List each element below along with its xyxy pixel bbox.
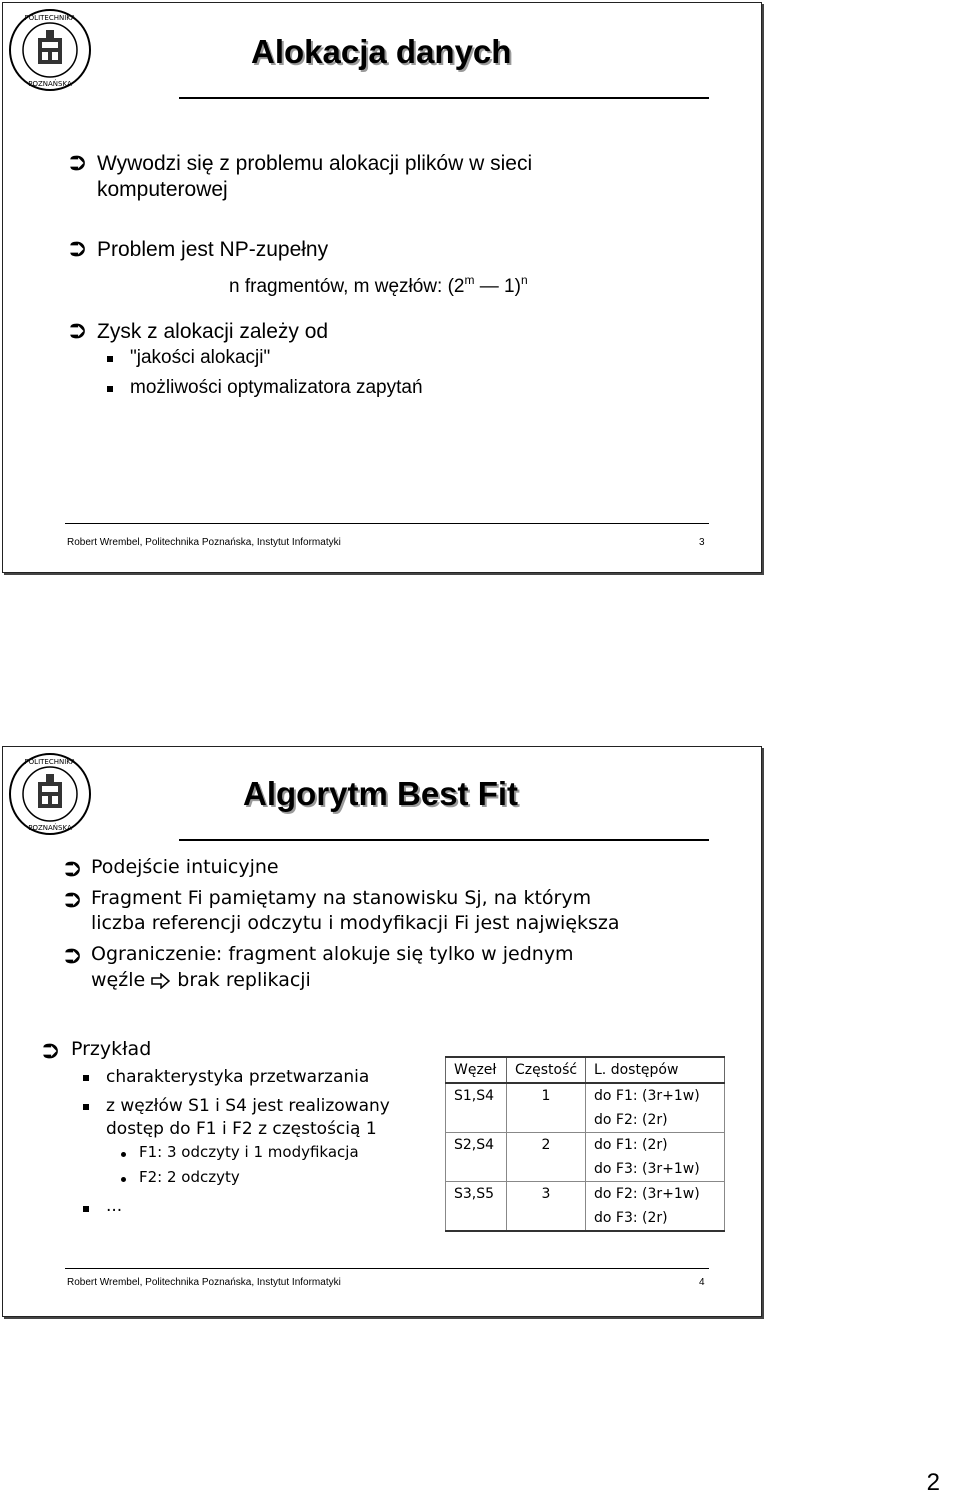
university-logo-icon [8,752,92,836]
title-divider [179,97,709,99]
access-cell: do F1: (3r+1w) [586,1083,725,1108]
bullet-arrow-icon: ⮊ [70,153,86,175]
bullet-arrow-icon: ⮊ [43,1039,59,1063]
example-label: Przykład [71,1038,152,1060]
frequency-cell: 1 [507,1083,586,1108]
bullet-arrow-icon: ⮊ [65,944,81,968]
access-cell: do F2: (3r+1w) [586,1182,725,1207]
node-cell: S3,S5 [446,1182,507,1207]
university-logo-icon [8,8,92,92]
bullet-text: Wywodzi się z problemu alokacji plików w sieci [97,152,533,175]
title-divider [179,839,709,841]
bullet-text: Fragment Fi pamiętamy na stanowisku Sj, na którym [91,887,592,909]
table-row [446,1206,725,1231]
access-cell: do F3: (3r+1w) [586,1157,725,1182]
node-cell: S2,S4 [446,1133,507,1158]
bullet-arrow-icon: ⮊ [65,857,81,881]
slide-3 [2,2,762,573]
table-row [446,1182,725,1207]
square-bullet-icon [83,1104,89,1110]
bullet-text: komputerowej [97,178,228,201]
square-bullet-icon [83,1206,89,1212]
column-header: L. dostępów [586,1057,725,1083]
footer-divider [65,523,709,524]
slide-title: Alokacja danych [251,33,512,70]
sub-bullet-text: "jakości alokacji" [130,347,271,368]
sub-bullet-text: charakterystyka przetwarzania [106,1067,370,1087]
bullet-text: Podejście intuicyjne [91,856,279,878]
svg-text:POZNAŃSKA: POZNAŃSKA [28,80,72,88]
table-row [446,1133,725,1158]
access-cell: do F3: (2r) [586,1206,725,1231]
table-row [446,1157,725,1182]
footer-text: Robert Wrembel, Politechnika Poznańska, Instytut Informatyki [67,537,341,548]
round-bullet-icon [121,1177,126,1182]
bullet-text: Ograniczenie: fragment alokuje się tylko w jednym [91,943,574,965]
sub-sub-bullet-text: F1: 3 odczyty i 1 modyfikacja [139,1143,359,1161]
hollow-arrow-icon [151,973,171,989]
node-cell: S1,S4 [446,1083,507,1108]
access-cell: do F1: (2r) [586,1133,725,1158]
table-header-row [446,1057,725,1083]
slide-number: 3 [699,537,705,548]
sub-sub-bullet-text: F2: 2 odczyty [139,1168,240,1186]
sub-bullet-text: możliwości optymalizatora zapytań [130,377,423,398]
page-number: 2 [926,1469,940,1496]
frequency-cell: 2 [507,1133,586,1158]
column-header: Węzeł [446,1057,507,1083]
slide-4 [2,746,762,1317]
sub-bullet-text: ... [106,1196,123,1216]
svg-text:POZNAŃSKA: POZNAŃSKA [28,824,72,832]
bullet-arrow-icon: ⮊ [70,239,86,261]
bullet-arrow-icon: ⮊ [70,321,86,343]
svg-text:POLITECHNIKA: POLITECHNIKA [24,758,76,766]
access-cell: do F2: (2r) [586,1108,725,1133]
bullet-text: liczba referencji odczytu i modyfikacji Fi jest największa [91,912,620,934]
sub-bullet-text: z węzłów S1 i S4 jest realizowany [106,1096,390,1116]
square-bullet-icon [83,1075,89,1081]
bullet-text: węźle brak replikacji [91,969,311,991]
square-bullet-icon [107,356,113,362]
sub-bullet-text: dostęp do F1 i F2 z częstością 1 [106,1119,377,1139]
square-bullet-icon [107,386,113,392]
bullet-text: Problem jest NP-zupełny [97,238,329,261]
round-bullet-icon [121,1152,126,1157]
column-header: Częstość [507,1057,586,1083]
svg-text:POLITECHNIKA: POLITECHNIKA [24,14,76,22]
slide-number: 4 [699,1277,705,1288]
table-row [446,1083,725,1108]
bullet-arrow-icon: ⮊ [65,888,81,912]
formula: n fragmentów, m węzłów: (2$^m$ — 1)$^n$ [229,273,528,297]
footer-divider [65,1268,709,1269]
frequency-cell: 3 [507,1182,586,1207]
slide-title: Algorytm Best Fit [243,775,519,812]
footer-text: Robert Wrembel, Politechnika Poznańska, Instytut Informatyki [67,1277,341,1288]
allocation-table [445,1056,725,1232]
bullet-text: Zysk z alokacji zależy od [97,320,329,343]
table-row [446,1108,725,1133]
